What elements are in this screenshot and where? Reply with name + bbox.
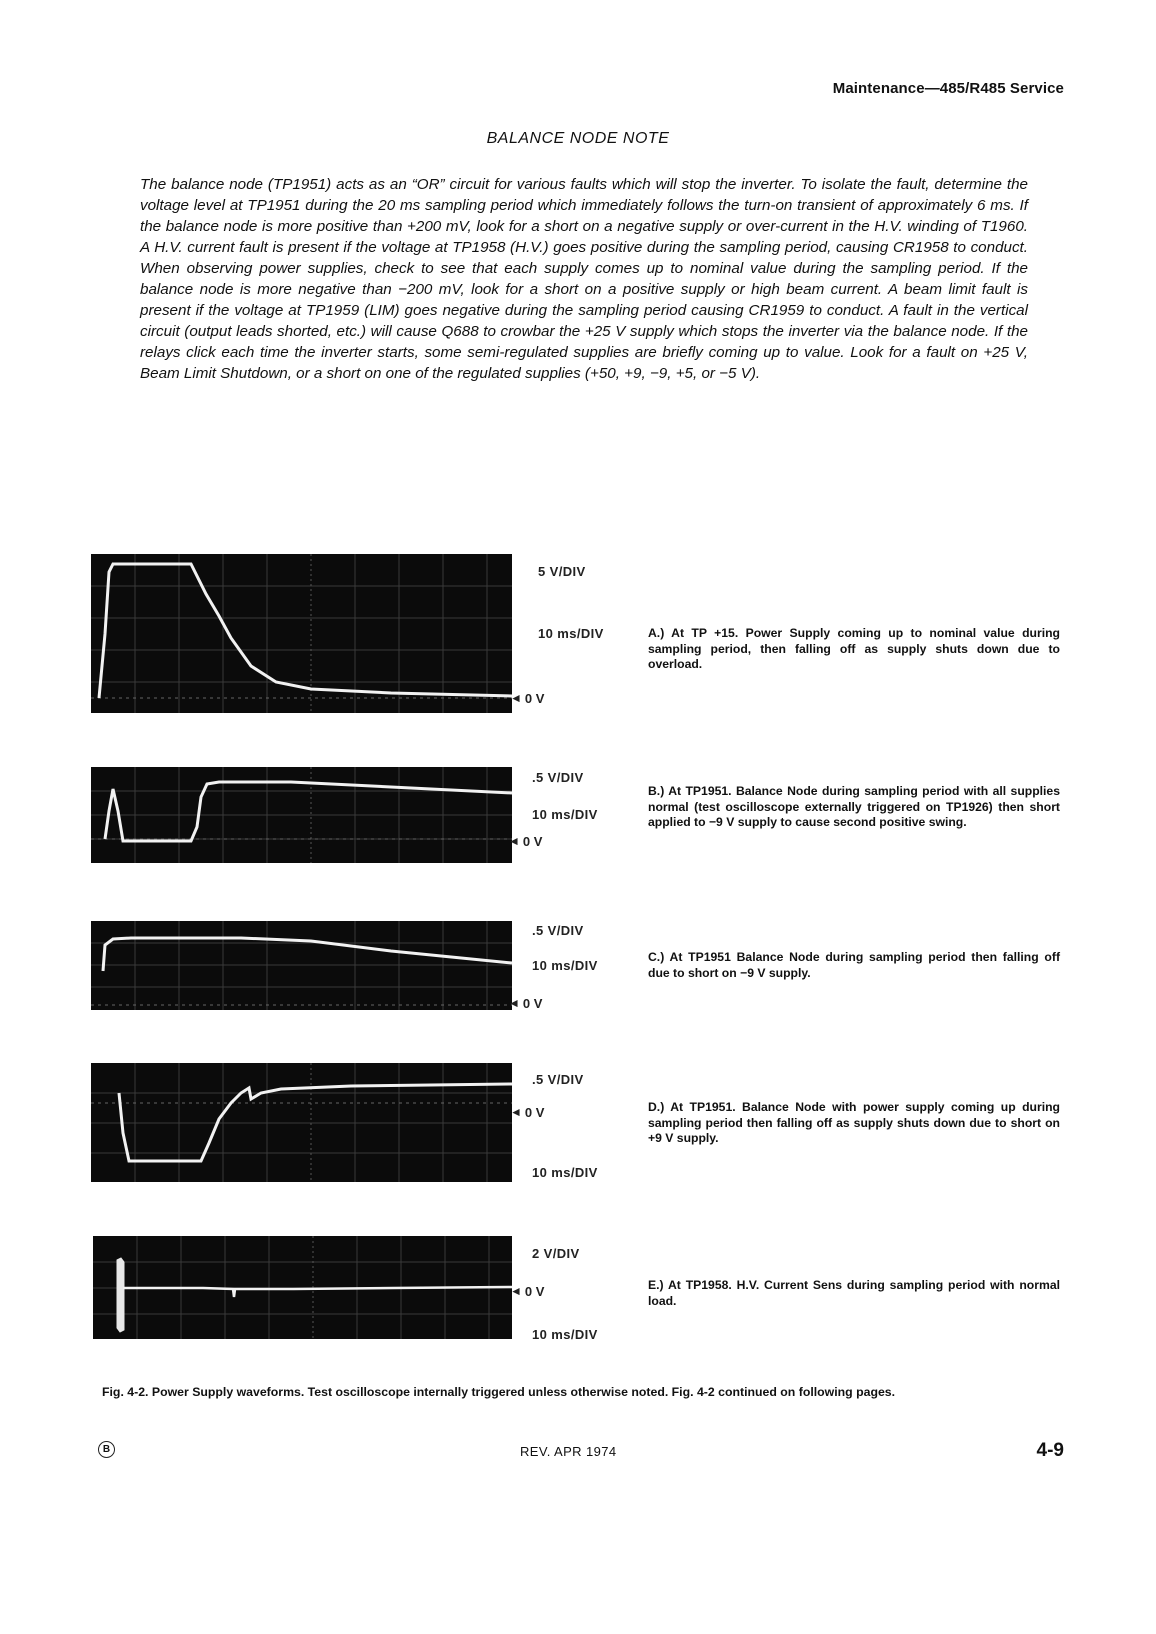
waveform-c-screen [91,921,512,1010]
waveform-d-trace [91,1063,512,1182]
waveform-d-caption: D.) At TP1951. Balance Node with power supply coming up during sampling period then falling off as supply shuts down due to short on +9 V supply. [648,1100,1060,1145]
note-body: The balance node (TP1951) acts as an “OR” circuit for various faults which will stop the inverter. To isolate the fault, determine the voltage level at TP1951 during the 20 ms sampling period which immediately follows the turn-on transient of approximately 6 ms. If the balance node is more positive than +200 mV, look for a short on a negative supply or over-current in the H.V. winding of T1960. A H.V. current fault is present if the voltage at TP1958 (H.V.) goes positive during the sampling period, causing CR1958 to conduct. When observing power supplies, check to see that each supply comes up to nominal value during the sampling period. If the balance node is more negative than −200 mV, look for a short on a positive supply or high beam current. A beam limit fault is present if the voltage at TP1959 (LIM) goes negative during the sampling period causing CR1959 to conduct. A fault in the vertical circuit (output leads shorted, etc.) will cause Q688 to crowbar the +25 V supply which stops the inverter via the balance node. If the relays click each time the inverter starts, some semi-regulated supplies are briefly coming up to value. Look for a fault on +25 V, Beam Limit Shutdown, or a short on one of the regulated supplies (+50, +9, −9, +5, or −5 V). [140,176,1028,382]
waveform-e-time-per-div: 10 ms/DIV [532,1327,598,1342]
waveform-a-volts-per-div: 5 V/DIV [538,564,586,579]
arrow-left-icon: ◄ [510,691,522,705]
waveform-a-zero-marker [510,691,544,706]
arrow-left-icon: ◄ [508,834,520,848]
waveform-b-caption: B.) At TP1951. Balance Node during sampling period with all supplies normal (test oscilloscope externally triggered on TP1926) then short applied to −9 V supply to cause second positive swing. [648,784,1060,829]
waveform-e-zero-marker [510,1284,544,1299]
waveform-b-zero-label: 0 V [522,834,543,849]
waveform-c-zero-marker [508,996,542,1011]
waveform-e-screen [93,1236,512,1339]
waveform-c-zero-label: 0 V [522,996,543,1011]
figure-caption: Fig. 4-2. Power Supply waveforms. Test oscilloscope internally triggered unless otherwise noted. Fig. 4-2 continued on following pages. [102,1385,896,1399]
arrow-left-icon: ◄ [510,1105,522,1119]
waveform-b-trace [91,767,512,863]
waveform-b-volts-per-div: .5 V/DIV [532,770,584,785]
waveform-d-volts-per-div: .5 V/DIV [532,1072,584,1087]
waveform-a-time-per-div: 10 ms/DIV [538,626,604,641]
arrow-left-icon: ◄ [508,996,520,1010]
waveform-d-time-per-div: 10 ms/DIV [532,1165,598,1180]
publisher-mark: B [98,1441,115,1458]
waveform-b-screen [91,767,512,863]
waveform-d-zero-marker [510,1105,544,1120]
waveform-c-caption: C.) At TP1951 Balance Node during sampling period then falling off due to short on −9 V supply. [648,950,1060,980]
waveform-e-trace [93,1236,512,1339]
arrow-left-icon: ◄ [510,1284,522,1298]
page-number: 4-9 [1036,1440,1064,1461]
waveform-a-screen [91,554,512,713]
page-header: Maintenance—485/R485 Service [832,80,1064,97]
waveform-b-time-per-div: 10 ms/DIV [532,807,598,822]
waveform-c-time-per-div: 10 ms/DIV [532,958,598,973]
waveform-a-zero-label: 0 V [524,691,545,706]
waveform-e-zero-label: 0 V [524,1284,545,1299]
waveform-d-zero-label: 0 V [524,1105,545,1120]
revision-date: REV. APR 1974 [520,1444,617,1459]
waveform-e-caption: E.) At TP1958. H.V. Current Sens during sampling period with normal load. [648,1278,1060,1308]
note-title: BALANCE NODE NOTE [486,130,670,147]
waveform-a-trace [91,554,512,713]
waveform-d-screen [91,1063,512,1182]
waveform-a-caption: A.) At TP +15. Power Supply coming up to nominal value during sampling period, then falling off as supply shuts down due to overload. [648,626,1060,671]
waveform-b-zero-marker [508,834,542,849]
waveform-c-trace [91,921,512,1010]
waveform-c-volts-per-div: .5 V/DIV [532,923,584,938]
waveform-e-volts-per-div: 2 V/DIV [532,1246,580,1261]
